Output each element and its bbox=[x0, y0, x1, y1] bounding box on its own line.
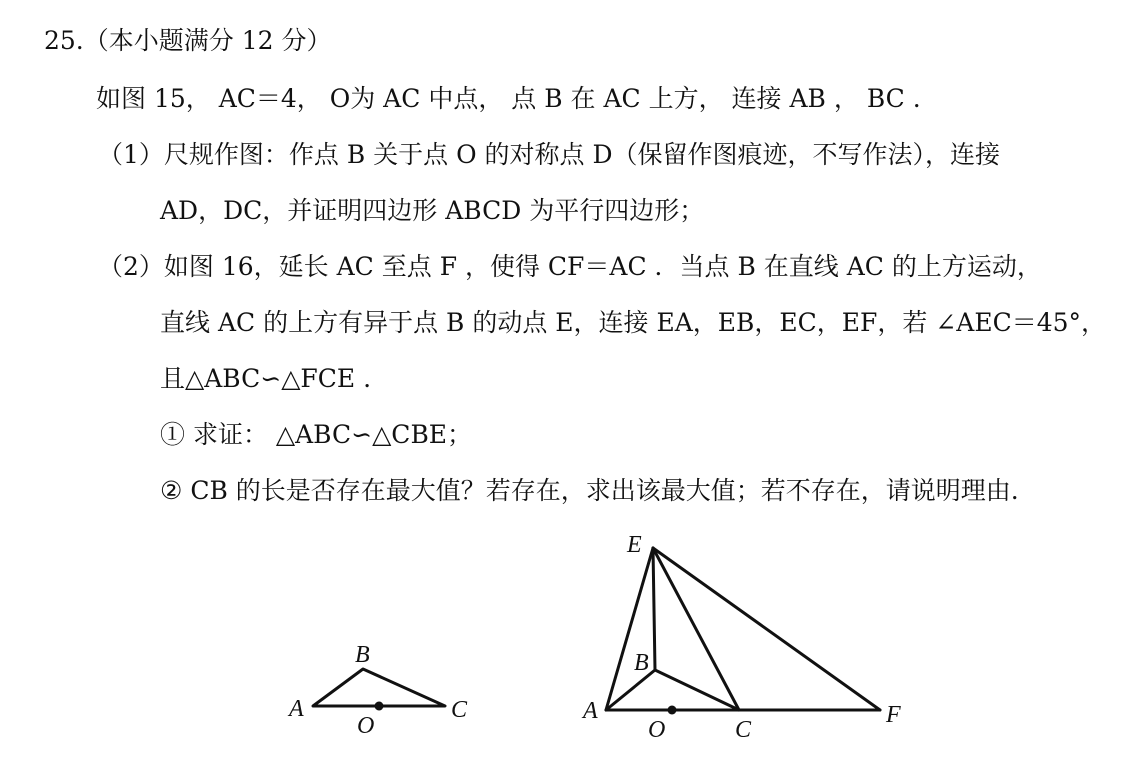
label-c-fig16: C bbox=[735, 717, 752, 743]
part2-line3: 且△ABC∽△FCE . bbox=[160, 364, 372, 393]
part2-line1: （2）如图 16，延长 AC 至点 F ，使得 CF＝AC ．当点 B 在直线 AC 的上方运动， bbox=[98, 252, 1042, 281]
label-b-fig16: B bbox=[634, 650, 649, 676]
figure-16 bbox=[606, 548, 880, 710]
subquestion-1: ① 求证： △ABC∽△CBE； bbox=[160, 420, 473, 449]
label-a-fig15: A bbox=[289, 696, 304, 722]
problem-header: 25.（本小题满分 12 分） bbox=[44, 26, 332, 55]
line-ae-fig16 bbox=[606, 548, 653, 710]
line-ec-fig16 bbox=[653, 548, 739, 710]
point-o-fig15 bbox=[375, 702, 384, 711]
part1-line1: （1）尺规作图：作点 B 关于点 O 的对称点 D（保留作图痕迹，不写作法），连接 bbox=[98, 140, 1001, 169]
label-b-fig15: B bbox=[355, 642, 370, 668]
part1-line2: AD，DC，并证明四边形 ABCD 为平行四边形； bbox=[160, 196, 705, 225]
part2-line2: 直线 AC 的上方有异于点 B 的动点 E，连接 EA，EB，EC，EF，若 ∠AEC＝45°， bbox=[160, 308, 1107, 337]
label-o-fig16: O bbox=[648, 717, 666, 743]
line-bc-fig16 bbox=[655, 670, 739, 710]
label-c-fig15: C bbox=[451, 697, 468, 723]
label-o-fig15: O bbox=[357, 713, 375, 739]
subquestion-2: ② CB 的长是否存在最大值？若存在，求出该最大值；若不存在，请说明理由. bbox=[160, 476, 1019, 505]
point-o-fig16 bbox=[668, 706, 677, 715]
label-a-fig16: A bbox=[583, 698, 598, 724]
line-eb-fig16 bbox=[653, 548, 655, 670]
triangle-abc-fig15 bbox=[313, 669, 445, 706]
label-e-fig16: E bbox=[627, 532, 642, 558]
problem-intro: 如图 15， AC＝4， O为 AC 中点， 点 B 在 AC 上方， 连接 AB ， BC . bbox=[96, 84, 921, 113]
label-f-fig16: F bbox=[886, 702, 901, 728]
figure-15 bbox=[287, 642, 468, 739]
